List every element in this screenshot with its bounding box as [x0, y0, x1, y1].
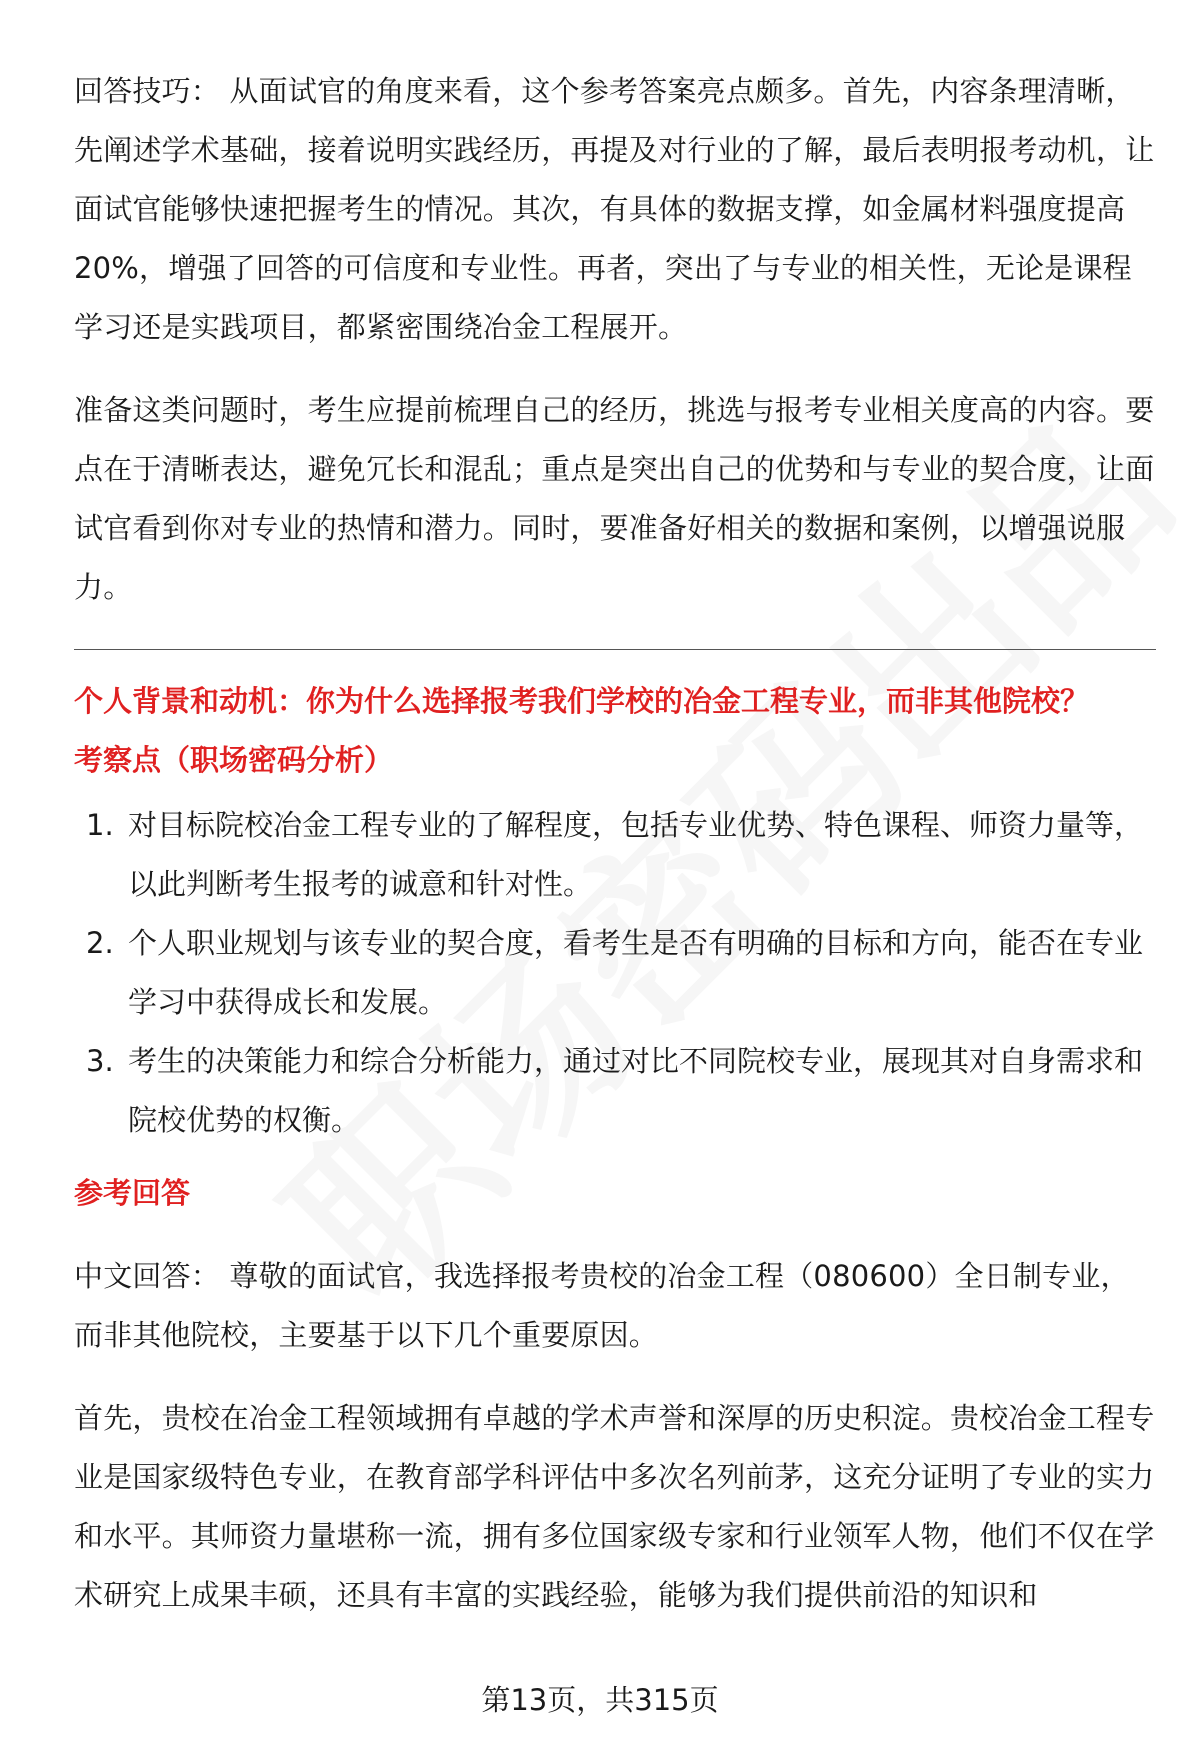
- list-item-text: 个人职业规划与该专业的契合度，看考生是否有明确的目标和方向，能否在专业学习中获得成长和发展。: [128, 926, 1144, 1019]
- list-item-text: 对目标院校冶金工程专业的了解程度，包括专业优势、特色课程、师资力量等，以此判断考生报考的诚意和针对性。: [128, 808, 1144, 901]
- answer-tips-paragraph: 回答技巧： 从面试官的角度来看，这个参考答案亮点颇多。首先，内容条理清晰，先阐述学术基础，接着说明实践经历，再提及对行业的了解，最后表明报考动机，让面试官能够快速把握考生的情况。其次，有具体的数据支撑，如金属材料强度提高 20%，增强了回答的可信度和专业性。再者，突出了与专业的相关性，无论是课程学习还是实践项目，都紧密围绕冶金工程展开。: [74, 74, 1155, 344]
- list-item: [74, 796, 1156, 914]
- list-item-number: 2.: [86, 926, 114, 960]
- answer-first-reason-paragraph: 首先，贵校在冶金工程领域拥有卓越的学术声誉和深厚的历史积淀。贵校冶金工程专业是国家级特色专业，在教育部学科评估中多次名列前茅，这充分证明了专业的实力和水平。其师资力量堪称一流，拥有多位国家级专家和行业领军人物，他们不仅在学术研究上成果丰硕，还具有丰富的实践经验，能够为我们提供前沿的知识和: [74, 1401, 1155, 1612]
- answer-intro-paragraph: 中文回答： 尊敬的面试官，我选择报考贵校的冶金工程（080600）全日制专业，而非其他院校，主要基于以下几个重要原因。: [74, 1259, 1130, 1352]
- focus-points-list: [74, 796, 1156, 1150]
- section-divider: [74, 649, 1156, 650]
- page-content: [74, 62, 1156, 1649]
- question-title: 个人背景和动机：你为什么选择报考我们学校的冶金工程专业，而非其他院校？: [74, 684, 1090, 718]
- list-item-number: 1.: [86, 808, 114, 842]
- list-item: [74, 1032, 1156, 1150]
- list-item-text: 考生的决策能力和综合分析能力，通过对比不同院校专业，展现其对自身需求和院校优势的权衡。: [128, 1044, 1144, 1137]
- list-item-number: 3.: [86, 1044, 114, 1078]
- preparation-advice-paragraph: 准备这类问题时，考生应提前梳理自己的经历，挑选与报考专业相关度高的内容。要点在于清晰表达，避免冗长和混乱；重点是突出自己的优势和与专业的契合度，让面试官看到你对专业的热情和潜力。同时，要准备好相关的数据和案例，以增强说服力。: [74, 393, 1155, 604]
- page-number-footer: 第13页，共315页: [481, 1683, 719, 1717]
- list-item: [74, 914, 1156, 1032]
- reference-answer-heading: 参考回答: [74, 1176, 191, 1210]
- focus-points-heading: 考察点（职场密码分析）: [74, 743, 394, 777]
